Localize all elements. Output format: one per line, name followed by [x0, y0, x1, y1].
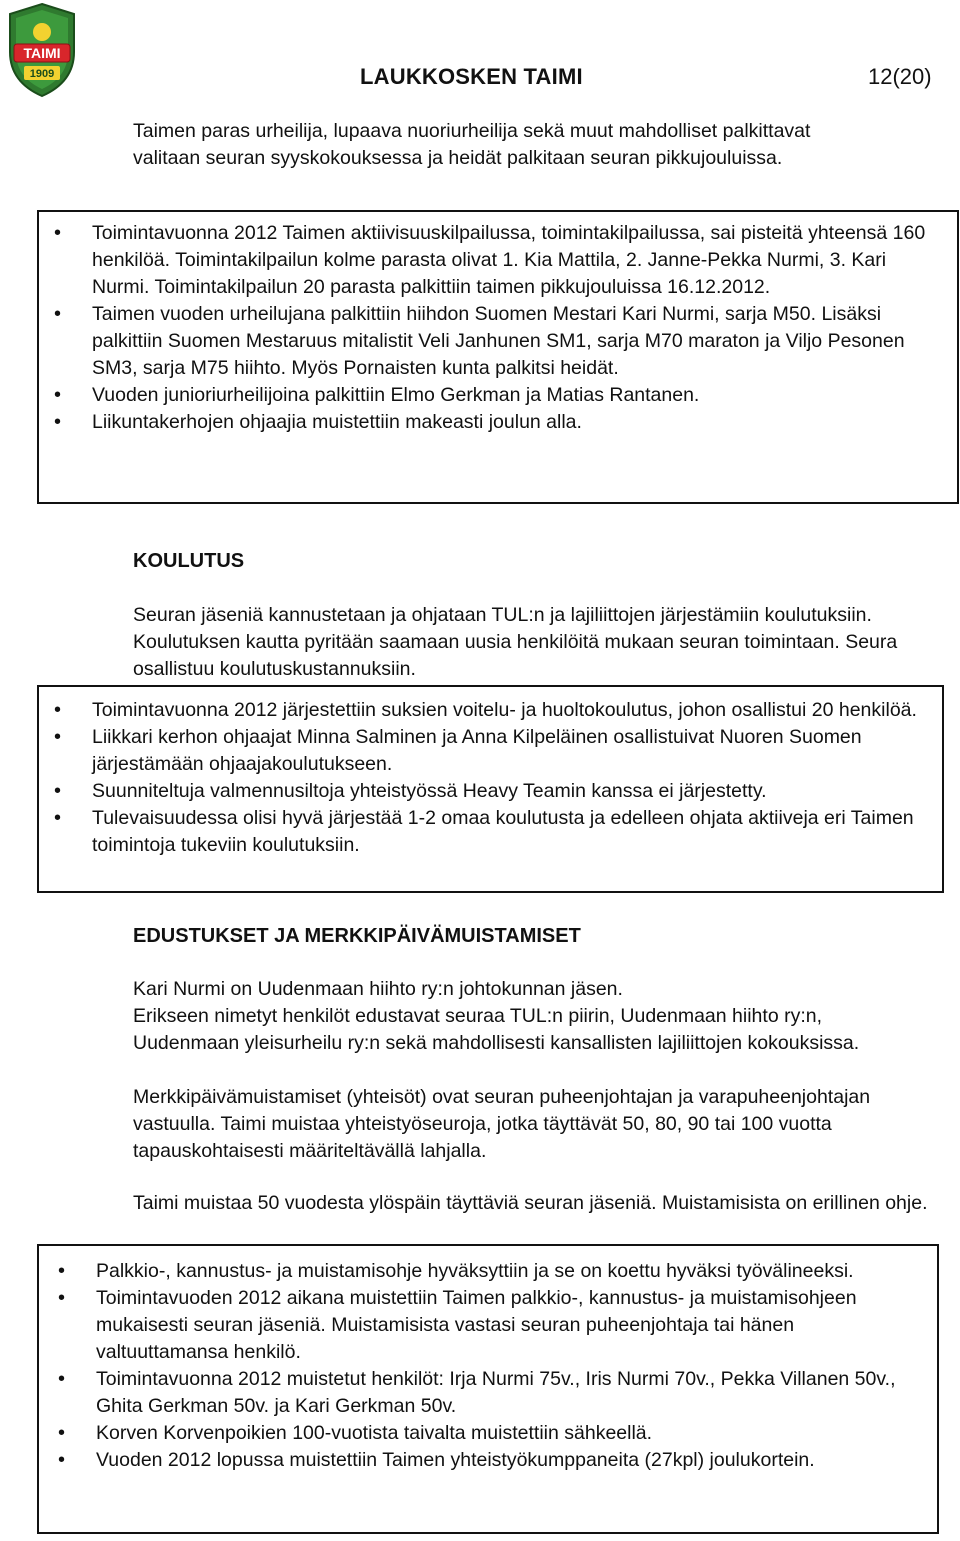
bullet-icon: • — [54, 384, 62, 406]
list-item: • Toimintavuoden 2012 aikana muistettiin Taimen palkkio-, kannustus- ja muistamisohjeen mukaisesti seuran jäseniä. Muistamisista vastasi seuran puheenjohtaja tai hänen valtuuttamansa henkilö. — [58, 1287, 857, 1363]
bullet-icon: • — [54, 780, 62, 802]
awards-box — [37, 210, 959, 504]
list-item: • Toimintavuonna 2012 järjestettiin suksien voitelu- ja huoltokoulutus, johon osallistui 20 henkilöä. — [92, 697, 922, 724]
bullet-icon: • — [54, 303, 62, 325]
list-item: • Suunniteltuja valmennusiltoja yhteistyössä Heavy Teamin kanssa ei järjestetty. — [92, 778, 922, 805]
section-heading-edustukset: EDUSTUKSET JA MERKKIPÄIVÄMUISTAMISET — [133, 925, 581, 947]
koulutus-box — [37, 685, 944, 893]
list-item: • Toimintavuonna 2012 Taimen aktiivisuuskilpailussa, toimintakilpailussa, sai pisteitä yhteensä 160 henkilöä. Toimintakilpailun kolme parasta olivat 1. Kia Mattila, 2. Janne-Pekka Nurmi, 3. Kari Nurmi. Toimintakilpailun 20 parasta palkittiin taimen pikkujouluissa 16.12.2012. — [54, 222, 926, 298]
logo-year: 1909 — [29, 68, 55, 80]
edustukset-para-3: Merkkipäivämuistamiset (yhteisöt) ovat seuran puheenjohtajan ja varapuheenjohtajan vastuulla. Taimi muistaa yhteistyöseuroja, jotka täyttävät 50, 80, 90 tai 100 vuotta tapauskohtaisesti määriteltävällä lahjalla. — [133, 1086, 871, 1162]
awards-intro: Taimen paras urheilija, lupaava nuoriurheilija sekä muut mahdolliset palkittavat valitaan seuran syyskokouksessa ja heidät palkitaan seuran pikkujouluissa. — [133, 120, 811, 169]
bullet-icon: • — [54, 807, 62, 829]
list-item: • Liikuntakerhojen ohjaajia muistettiin makeasti joulun alla. — [92, 409, 937, 436]
edustukset-para-2: Erikseen nimetyt henkilöt edustavat seuraa TUL:n piirin, Uudenmaan hiihto ry:n, Uudenmaan yleisurheilu ry:n sekä mahdollisesti kansallisten lajiliittojen kokouksissa. — [133, 1005, 860, 1054]
edustukset-para-4: Taimi muistaa 50 vuodesta ylöspäin täyttäviä seuran jäseniä. Muistamisista on erillinen ohje. — [133, 1192, 928, 1214]
bullet-icon: • — [54, 411, 62, 433]
club-logo — [4, 2, 80, 98]
bullet-icon: • — [54, 726, 62, 748]
bullet-icon: • — [54, 699, 62, 721]
bullet-icon: • — [58, 1260, 66, 1282]
page-number: 12(20) — [868, 64, 932, 89]
list-item: • Palkkio-, kannustus- ja muistamisohje hyväksyttiin ja se on koettu hyväksi työvälineeksi. — [96, 1258, 917, 1285]
logo-text: TAIMI — [23, 45, 61, 61]
document-title: LAUKKOSKEN TAIMI — [360, 64, 583, 89]
bullet-icon: • — [58, 1287, 66, 1309]
edustukset-box — [37, 1244, 939, 1534]
bullet-icon: • — [58, 1449, 66, 1471]
awards-list — [54, 220, 937, 436]
bullet-icon: • — [54, 222, 62, 244]
list-item: • Liikkari kerhon ohjaajat Minna Salminen ja Anna Kilpeläinen osallistuivat Nuoren Suomen järjestämään ohjaajakoulutukseen. — [54, 726, 862, 775]
list-item: • Tulevaisuudessa olisi hyvä järjestää 1-2 omaa koulutusta ja edelleen ohjata aktiiveja eri Taimen toimintoja tukeviin koulutuksiin. — [54, 807, 914, 856]
list-item: • Toimintavuonna 2012 muistetut henkilöt: Irja Nurmi 75v., Iris Nurmi 70v., Pekka Villanen 50v., Ghita Gerkman 50v. ja Kari Gerkman 50v. — [58, 1368, 896, 1417]
list-item: • Korven Korvenpoikien 100-vuotista taivalta muistettiin sähkeellä. — [96, 1420, 917, 1447]
bullet-icon: • — [58, 1422, 66, 1444]
section-heading-koulutus: KOULUTUS — [133, 550, 245, 572]
list-item: • Vuoden 2012 lopussa muistettiin Taimen yhteistyökumppaneita (27kpl) joulukortein. — [96, 1447, 917, 1474]
edustukset-list — [58, 1258, 917, 1474]
list-item: • Vuoden junioriurheilijoina palkittiin Elmo Gerkman ja Matias Rantanen. — [92, 382, 937, 409]
edustukset-para-1: Kari Nurmi on Uudenmaan hiihto ry:n johtokunnan jäsen. — [133, 978, 623, 1000]
bullet-icon: • — [58, 1368, 66, 1390]
koulutus-intro: Seuran jäseniä kannustetaan ja ohjataan TUL:n ja lajiliittojen järjestämiin koulutuksiin. Koulutuksen kautta pyritään saamaan uusia henkilöitä mukaan seuran toimintaan. Seura osallistuu koulutuskustannuksiin. — [133, 604, 898, 680]
koulutus-list — [54, 697, 922, 859]
list-item: • Taimen vuoden urheilujana palkittiin hiihdon Suomen Mestari Kari Nurmi, sarja M50. Lisäksi palkittiin Suomen Mestaruus mitalistit Veli Janhunen SM1, sarja M70 maraton ja Viljo Pesonen SM3, sarja M75 hiihto. Myös Pornaisten kunta palkitsi heidät. — [54, 303, 905, 379]
